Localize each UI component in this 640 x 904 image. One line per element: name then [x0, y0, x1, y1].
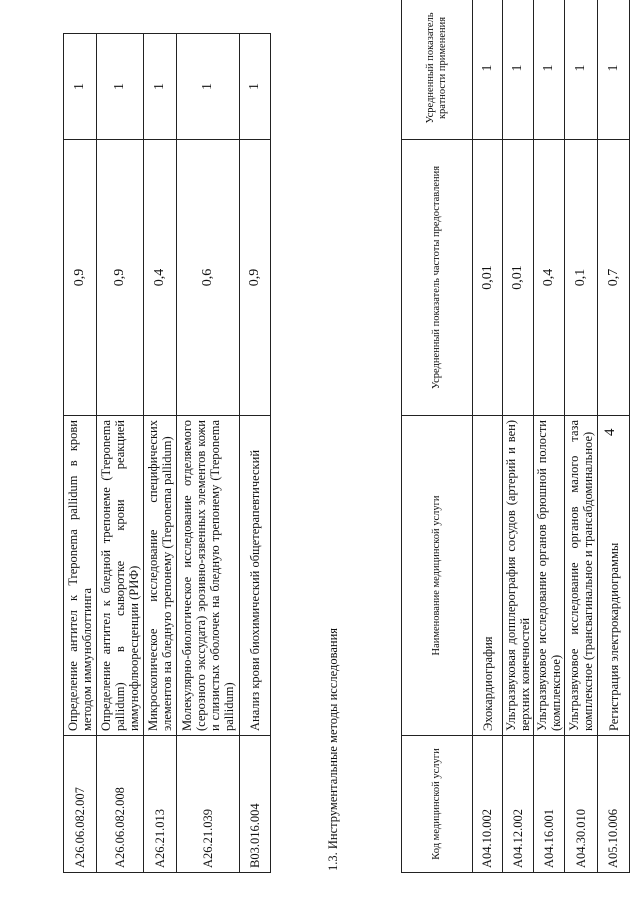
multiplicity-value: 1 — [97, 34, 144, 140]
service-code: A26.06.082.007 — [64, 736, 97, 873]
service-name: Микроскопическое исследование специфических элементов на бледную трепонему (Treponema pallidum) — [144, 416, 177, 736]
table-row — [565, 0, 598, 873]
table-row — [177, 34, 240, 873]
frequency-value: 0,6 — [177, 140, 240, 416]
multiplicity-value: 1 — [177, 34, 240, 140]
lab-tests-table — [63, 33, 271, 873]
service-code: A04.30.010 — [565, 736, 598, 873]
header-code: Код медицинской услуги — [402, 736, 473, 873]
frequency-value: 0,9 — [97, 140, 144, 416]
table-row — [503, 0, 534, 873]
multiplicity-value: 1 — [473, 0, 503, 140]
service-name: Молекулярно-биологическое исследование отделяемого (серозного экссудата) эрозивно-язвенных элементов кожи и слизистых оболочек на бледную трепонему (Treponema pallidum) — [177, 416, 240, 736]
table-header-row — [402, 0, 473, 873]
frequency-value: 0,1 — [565, 140, 598, 416]
service-code: A04.10.002 — [473, 736, 503, 873]
frequency-value: 0,01 — [473, 140, 503, 416]
service-code: B03.016.004 — [240, 736, 271, 873]
multiplicity-value: 1 — [503, 0, 534, 140]
frequency-value: 0,01 — [503, 140, 534, 416]
multiplicity-value: 1 — [565, 0, 598, 140]
multiplicity-value: 1 — [598, 0, 630, 140]
header-multiplicity: Усредненный показатель кратности применения — [402, 0, 473, 140]
table-row — [144, 34, 177, 873]
service-code: A26.06.082.008 — [97, 736, 144, 873]
frequency-value: 0,9 — [64, 140, 97, 416]
service-code: A04.16.001 — [534, 736, 565, 873]
header-frequency: Усредненный показатель частоты предоставления — [402, 140, 473, 416]
service-name: Определение антител к Treponema pallidum в крови методом иммуноблоттинга — [64, 416, 97, 736]
multiplicity-value: 1 — [144, 34, 177, 140]
service-code: A26.21.039 — [177, 736, 240, 873]
frequency-value: 0,9 — [240, 140, 271, 416]
table-row — [473, 0, 503, 873]
frequency-value: 0,4 — [534, 140, 565, 416]
frequency-value: 0,7 — [598, 140, 630, 416]
service-name: Регистрация электрокардиограммы — [598, 416, 630, 736]
service-name: Анализ крови биохимический общетерапевтический — [240, 416, 271, 736]
multiplicity-value: 1 — [240, 34, 271, 140]
service-name: Определение антител к бледной трепонеме (Treponema pallidum) в сыворотке крови реакцией иммунофлюоресценции (РИФ) — [97, 416, 144, 736]
header-name: Наименование медицинской услуги — [402, 416, 473, 736]
service-name: Ультразвуковая допплерография сосудов (артерий и вен) верхних конечностей — [503, 416, 534, 736]
service-name: Ультразвуковое исследование органов малого таза комплексное (трансвагинальное и трансабдоминальное) — [565, 416, 598, 736]
table-row — [598, 0, 630, 873]
page-number: 4 — [602, 428, 618, 436]
table-row — [97, 34, 144, 873]
table-row — [240, 34, 271, 873]
frequency-value: 0,4 — [144, 140, 177, 416]
multiplicity-value: 1 — [534, 0, 565, 140]
service-code: A26.21.013 — [144, 736, 177, 873]
table-row — [534, 0, 565, 873]
multiplicity-value: 1 — [64, 34, 97, 140]
service-name: Ультразвуковое исследование органов брюшной полости (комплексное) — [534, 416, 565, 736]
service-name: Эхокардиография — [473, 416, 503, 736]
service-code: A04.12.002 — [503, 736, 534, 873]
instrumental-methods-table — [401, 0, 630, 873]
table-row — [64, 34, 97, 873]
service-code: A05.10.006 — [598, 736, 630, 873]
section-title: 1.3. Инструментальные методы исследования — [326, 627, 340, 871]
